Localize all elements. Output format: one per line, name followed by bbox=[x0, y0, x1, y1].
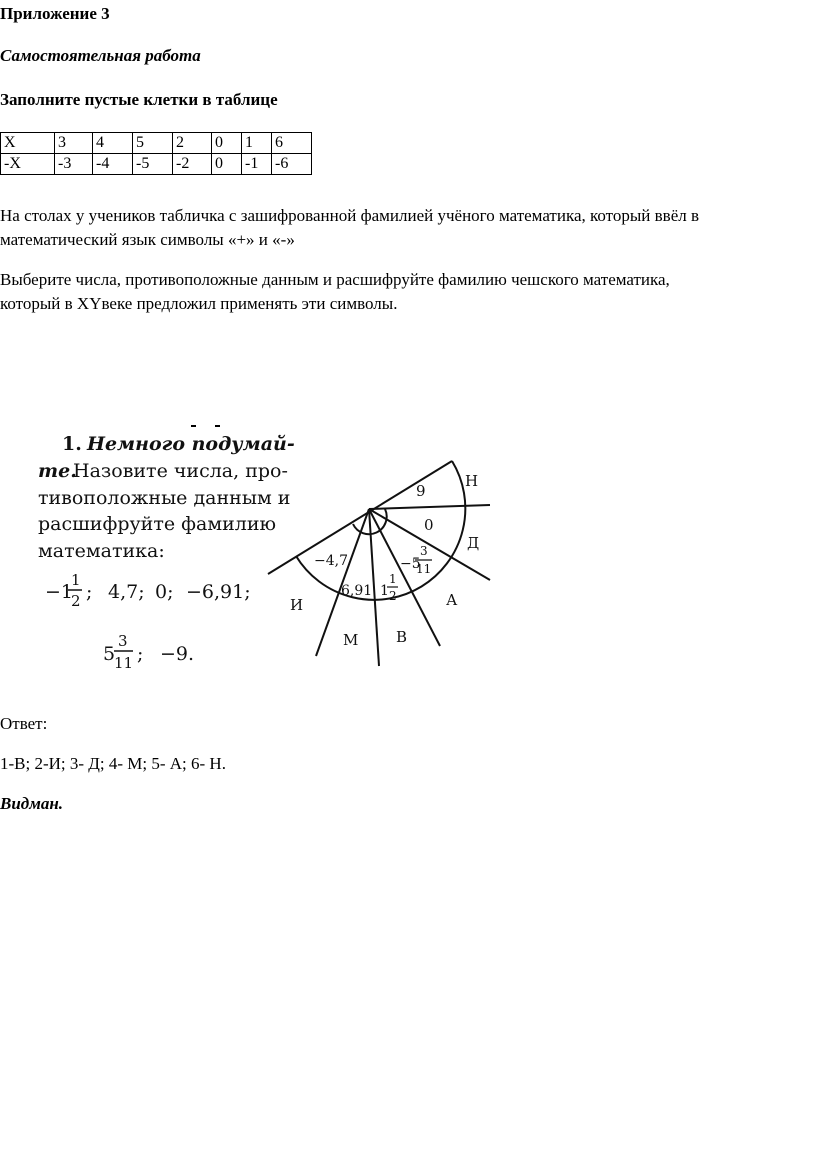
sector-letter: В bbox=[396, 628, 408, 646]
sector-diagram bbox=[268, 461, 490, 666]
answer-text: 1-В; 2-И; 3- Д; 4- М; 5- А; 6- Н. bbox=[0, 754, 226, 773]
exercise-title: Немного подумай- bbox=[87, 433, 295, 455]
table-cell: 3 bbox=[55, 133, 93, 154]
sector-value: 1 bbox=[380, 583, 389, 599]
final-answer: Видман. bbox=[0, 794, 64, 813]
number-value: −9. bbox=[160, 643, 195, 665]
exercise-number: 1. bbox=[62, 433, 82, 455]
sector-letter: Н bbox=[465, 472, 479, 490]
paragraph-line: Выберите числа, противоположные данным и расшифруйте фамилию чешского математика, bbox=[0, 270, 670, 289]
table-cell: -X bbox=[1, 154, 55, 175]
work-subtitle: Самостоятельная работа bbox=[0, 46, 201, 65]
table-cell: -5 bbox=[133, 154, 173, 175]
number-mixed-whole: 5 bbox=[103, 643, 116, 665]
table-cell: -1 bbox=[242, 154, 272, 175]
table-cell: -6 bbox=[272, 154, 312, 175]
table-cell: -3 bbox=[55, 154, 93, 175]
exercise-text-line: расшифруйте фамилию bbox=[38, 513, 277, 535]
table-row bbox=[1, 154, 312, 175]
number-value: −6,91; bbox=[186, 581, 251, 603]
table-cell: 2 bbox=[173, 133, 212, 154]
number-value: 0; bbox=[155, 581, 174, 603]
fraction-numerator: 1 bbox=[71, 571, 81, 589]
sector-value: 6,91 bbox=[341, 583, 373, 599]
paragraph-line: который в XYвеке предложил применять эти символы. bbox=[0, 294, 398, 313]
table-cell: X bbox=[1, 133, 55, 154]
page-heading: Приложение 3 bbox=[0, 4, 110, 23]
task-instruction: Заполните пустые клетки в таблице bbox=[0, 90, 278, 109]
exercise-text bbox=[38, 433, 295, 672]
paragraph-line: математический язык символы «+» и «-» bbox=[0, 230, 295, 249]
table-cell: 6 bbox=[272, 133, 312, 154]
table-cell: 5 bbox=[133, 133, 173, 154]
exercise-text-line: математика: bbox=[38, 540, 165, 562]
table-cell: 4 bbox=[93, 133, 133, 154]
table-cell: 1 bbox=[242, 133, 272, 154]
table-cell: 0 bbox=[212, 154, 242, 175]
fraction-numerator: 1 bbox=[389, 572, 397, 586]
fraction-denominator: 11 bbox=[114, 654, 134, 672]
sector-letter: М bbox=[343, 631, 359, 649]
exercise-title-end: те. bbox=[38, 460, 77, 482]
fraction-numerator: 3 bbox=[118, 632, 128, 650]
separator: ; bbox=[86, 581, 93, 603]
sector-line bbox=[369, 505, 490, 509]
table-cell: -4 bbox=[93, 154, 133, 175]
sector-letter: Д bbox=[467, 534, 480, 552]
exercise-text-line: Назовите числа, про- bbox=[73, 460, 288, 482]
numbers-table bbox=[0, 132, 312, 175]
sector-value: −4,7 bbox=[314, 553, 348, 569]
table-row bbox=[1, 133, 312, 154]
table-cell: -2 bbox=[173, 154, 212, 175]
fraction-numerator: 3 bbox=[420, 544, 428, 558]
exercise-text-line: тивоположные данным и bbox=[38, 487, 291, 509]
sector-labels bbox=[290, 472, 479, 649]
separator: ; bbox=[137, 643, 144, 665]
sector-value: −5 bbox=[400, 556, 421, 572]
sector-value: 0 bbox=[424, 516, 434, 534]
fraction-denominator: 2 bbox=[71, 592, 81, 610]
table-cell: 0 bbox=[212, 133, 242, 154]
number-value: 4,7; bbox=[108, 581, 145, 603]
sector-value: 9 bbox=[416, 482, 426, 500]
answer-label: Ответ: bbox=[0, 714, 48, 733]
sector-letter: А bbox=[446, 591, 458, 609]
fraction-denominator: 2 bbox=[389, 589, 397, 603]
number-mixed-whole: −1 bbox=[45, 581, 74, 603]
fraction-denominator: 11 bbox=[416, 562, 432, 576]
exercise-figure bbox=[0, 400, 520, 690]
sector-letter: И bbox=[290, 596, 304, 614]
paragraph-line: На столах у учеников табличка с зашифрованной фамилией учёного математика, который ввёл в bbox=[0, 206, 700, 225]
